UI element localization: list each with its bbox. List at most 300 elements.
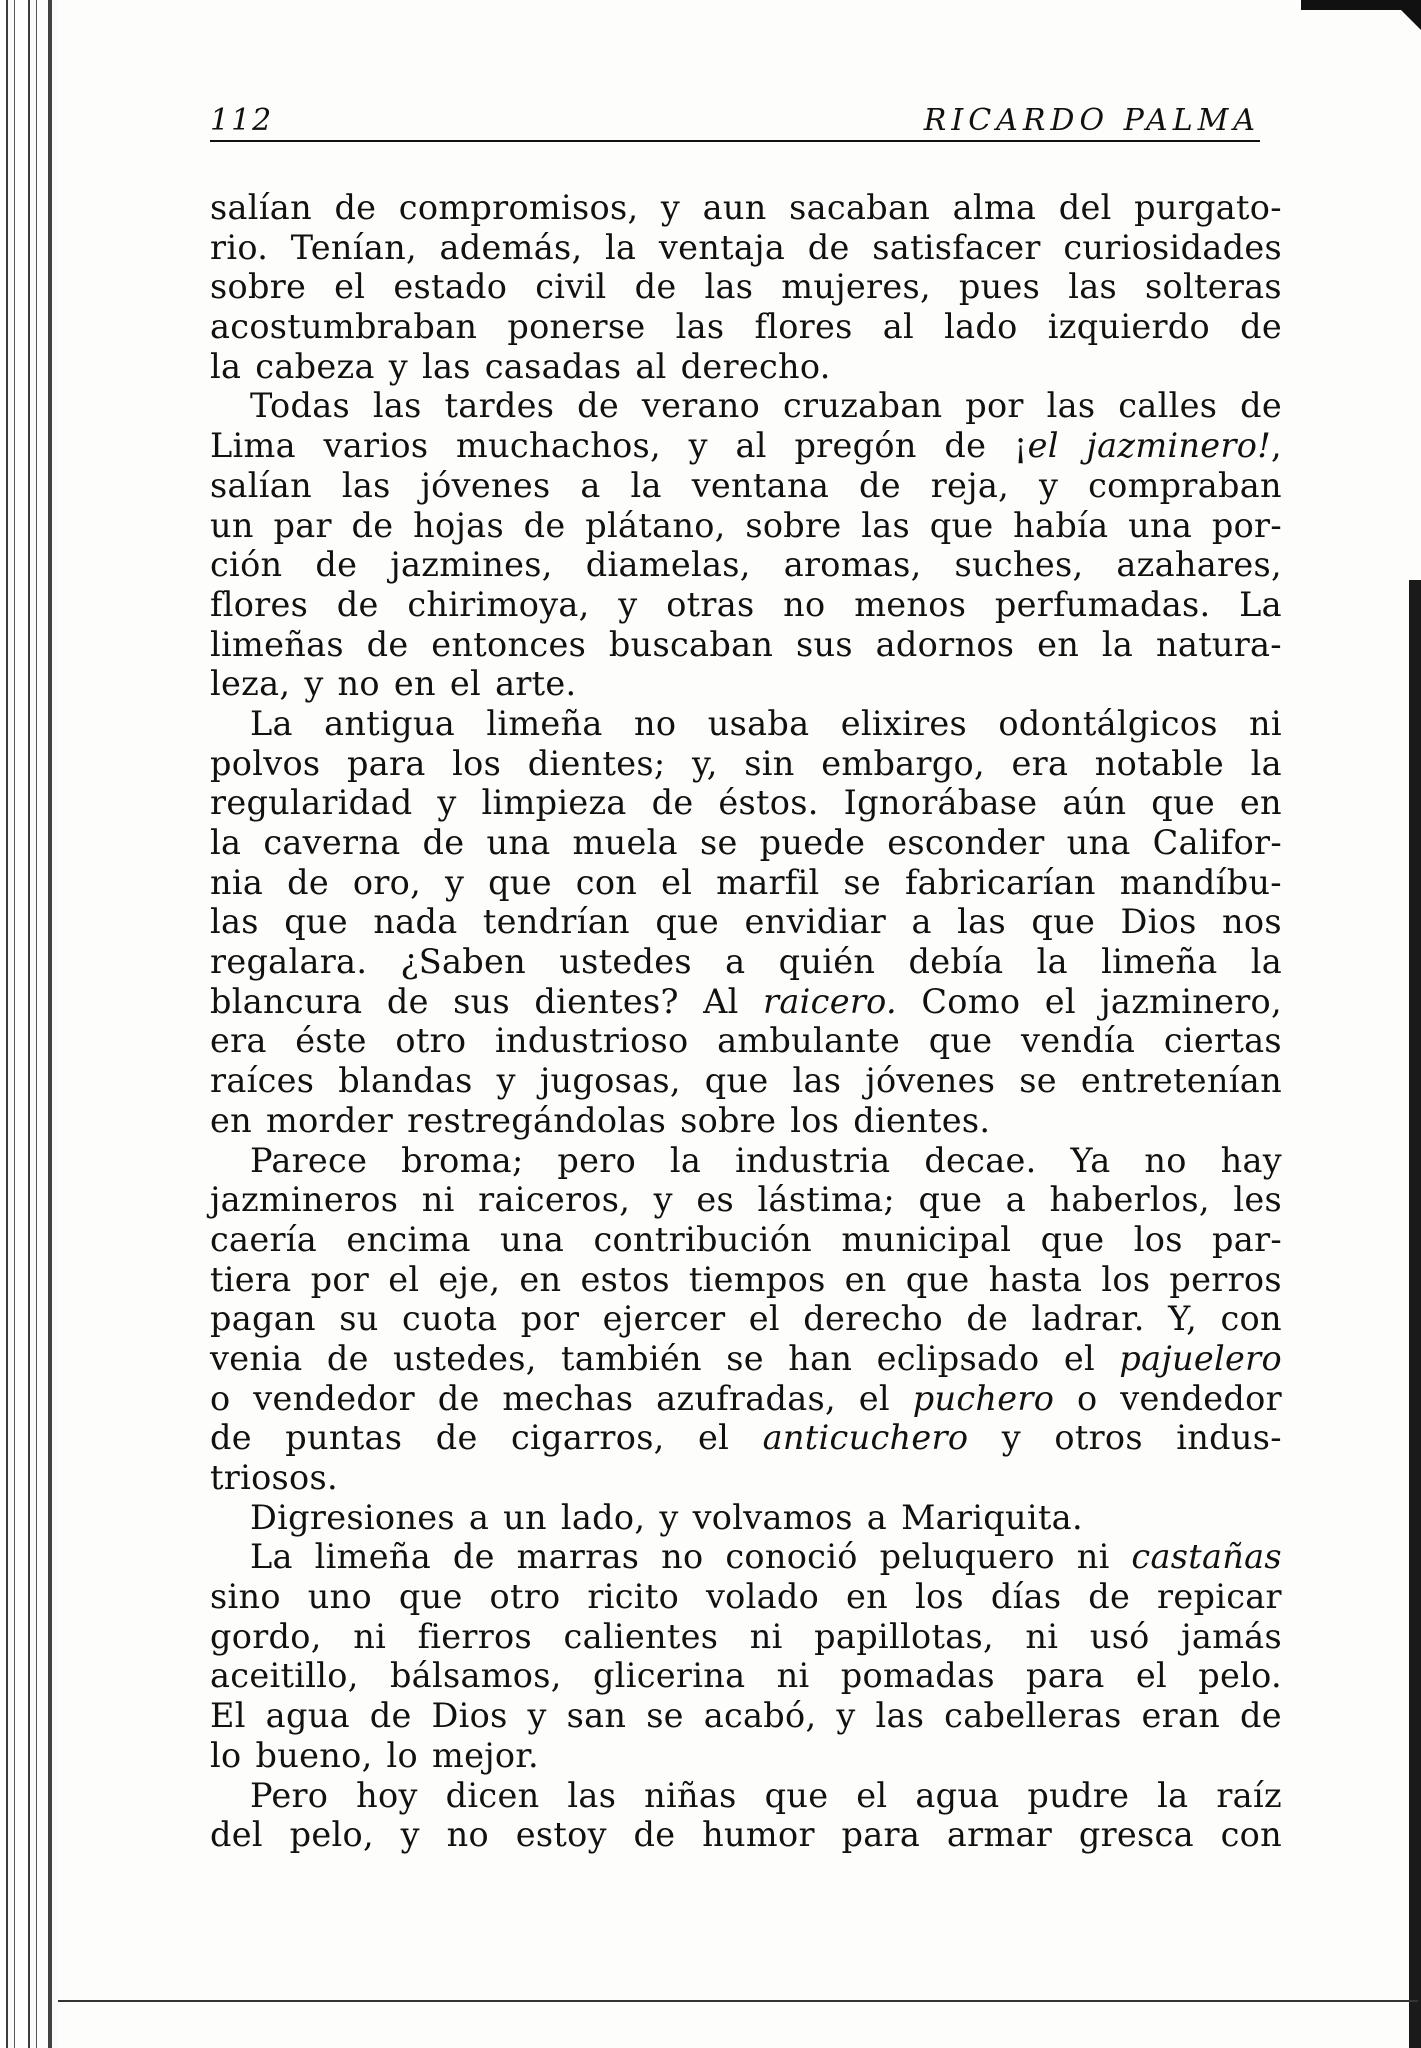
word: de — [523, 505, 566, 545]
word: caverna — [263, 823, 401, 862]
word: bueno, — [255, 1735, 373, 1775]
word: al — [635, 346, 667, 386]
word: una — [500, 1219, 565, 1259]
word: pagan — [210, 1299, 316, 1339]
text-line — [210, 1339, 1282, 1379]
word: jugosas, — [539, 1061, 681, 1101]
word: en — [846, 1577, 889, 1617]
word: es — [696, 1180, 735, 1220]
word: por — [310, 1259, 370, 1299]
word: Ignorábase — [843, 783, 1038, 823]
word: Y, — [1168, 1299, 1198, 1339]
word: los — [914, 1577, 964, 1617]
word: les — [1233, 1180, 1282, 1220]
word: pajuelero — [1119, 1338, 1282, 1378]
word: las — [957, 902, 1006, 942]
word: ustedes — [559, 942, 692, 982]
word: eje, — [438, 1259, 501, 1299]
word: gresca — [1078, 1815, 1194, 1855]
text-line — [210, 744, 1282, 784]
word: que — [918, 1180, 983, 1220]
text-line — [210, 902, 1282, 942]
word: ni — [421, 1180, 455, 1220]
word: las — [1046, 386, 1096, 426]
word: una — [486, 823, 551, 862]
word: jóvenes — [420, 465, 551, 505]
word: caería — [210, 1219, 318, 1259]
word: dientes? — [534, 981, 679, 1021]
text-line — [210, 1577, 1282, 1617]
word: al — [882, 307, 915, 347]
word: no — [661, 1537, 704, 1577]
word: leza, — [210, 664, 291, 704]
text-line — [210, 347, 1282, 387]
word: ricito — [587, 1577, 680, 1617]
word: El — [210, 1696, 246, 1736]
word: de — [1239, 1696, 1282, 1736]
word: de — [334, 188, 377, 227]
word: jóvenes — [865, 1061, 996, 1101]
text-line — [210, 1656, 1282, 1696]
text-line — [210, 1418, 1282, 1458]
word: para — [841, 1815, 921, 1855]
word: que — [928, 1021, 993, 1061]
word: entretenían — [1080, 1061, 1282, 1101]
word: glicerina — [592, 1656, 746, 1696]
word: de — [386, 981, 429, 1021]
word: Digresiones — [250, 1497, 455, 1537]
word: Lima — [210, 426, 296, 466]
text-line — [210, 942, 1282, 982]
word: ladrar. — [1031, 1299, 1145, 1339]
word: otros — [1054, 1418, 1143, 1458]
word: dientes; — [527, 743, 666, 783]
word: menos — [854, 584, 967, 624]
word: con — [575, 862, 638, 902]
word: se — [646, 1696, 684, 1736]
word: la — [630, 465, 662, 505]
word: flores — [210, 584, 309, 624]
word: y — [659, 1497, 679, 1537]
word: a — [866, 1497, 888, 1537]
text-line — [210, 1458, 1282, 1498]
word: a — [580, 465, 601, 505]
word: o — [1077, 1378, 1098, 1418]
word: las — [875, 1696, 925, 1736]
word: de — [1088, 1577, 1131, 1617]
word: el — [748, 1299, 780, 1339]
word: se — [726, 1338, 764, 1378]
word: tardes — [444, 386, 555, 426]
word: lado, — [560, 1497, 646, 1537]
word: pelo, — [289, 1815, 374, 1855]
text-line — [210, 386, 1282, 426]
word: el — [698, 1418, 730, 1458]
word: hay — [1220, 1140, 1282, 1180]
word: sobre — [680, 1100, 777, 1140]
word: ni — [1249, 703, 1282, 743]
word: las — [675, 307, 725, 347]
word: vendedor — [1120, 1378, 1282, 1418]
word: las — [421, 346, 471, 386]
word: los — [1101, 1259, 1151, 1299]
word: de — [1240, 386, 1282, 426]
word: y — [836, 1696, 856, 1736]
word: restregándolas — [407, 1100, 667, 1140]
word: flores — [754, 307, 853, 347]
word: se — [843, 862, 882, 902]
word: elixires — [840, 703, 967, 743]
word: peluquero — [879, 1537, 1055, 1577]
word: volvamos — [692, 1497, 853, 1537]
word: los — [452, 743, 502, 783]
word: una — [1066, 823, 1131, 862]
word: ustedes, — [393, 1338, 537, 1378]
word: ni — [776, 1656, 810, 1696]
word: vendedor — [253, 1378, 415, 1418]
text-line — [210, 1498, 1282, 1538]
word: Todas — [250, 386, 351, 426]
word: no — [337, 664, 380, 704]
word: bálsamos, — [389, 1656, 562, 1696]
text-line — [210, 1537, 1282, 1577]
word: diamelas, — [585, 545, 751, 585]
text-line — [210, 1617, 1282, 1657]
word: varios — [323, 426, 429, 466]
word: azahares, — [1116, 545, 1282, 585]
word: Parece — [250, 1140, 368, 1180]
text-line — [210, 863, 1282, 903]
word: satisfacer — [872, 227, 1041, 267]
word: de — [633, 1815, 676, 1855]
word: Como — [921, 981, 1021, 1021]
word: y — [688, 426, 708, 466]
word: con — [1220, 1299, 1282, 1339]
word: derecho — [803, 1299, 943, 1339]
word: las — [704, 267, 754, 307]
word: no — [634, 703, 677, 743]
word: a — [725, 942, 746, 982]
word: eclipsado — [876, 1338, 1040, 1378]
word: los — [1133, 1219, 1183, 1259]
word: notable — [1094, 743, 1225, 783]
word: verano — [641, 386, 761, 426]
word: días — [990, 1577, 1062, 1617]
word: de — [366, 624, 409, 664]
word: las — [792, 1061, 842, 1101]
word: agua — [915, 1775, 1000, 1815]
word: Dios — [1120, 902, 1197, 942]
word: haberlos, — [1049, 1180, 1210, 1220]
word: casadas — [484, 346, 622, 386]
word: polvos — [210, 743, 321, 783]
word: embargo, — [821, 743, 985, 783]
word: puchero — [912, 1378, 1055, 1418]
word: que — [905, 1259, 970, 1299]
word: jamás — [1181, 1616, 1282, 1656]
word: su — [339, 1299, 379, 1339]
word: morder — [266, 1100, 394, 1140]
word: estoy — [515, 1815, 607, 1855]
word: la — [210, 346, 242, 386]
word: que — [398, 1577, 463, 1617]
word: pregón — [794, 426, 917, 466]
word: raíces — [210, 1061, 315, 1101]
word: sus — [796, 624, 853, 664]
word: fierros — [417, 1616, 533, 1656]
word: cuota — [401, 1299, 498, 1339]
word: de — [966, 1299, 1009, 1339]
scan-right-edge — [1409, 580, 1421, 2048]
word: repicar — [1157, 1577, 1282, 1617]
word: y — [653, 1180, 673, 1220]
word: una — [1128, 505, 1193, 545]
word: nos — [1222, 902, 1282, 942]
word: La — [1239, 584, 1282, 624]
word: adornos — [875, 624, 1015, 664]
word: las — [861, 505, 910, 545]
word: hasta — [988, 1259, 1083, 1299]
word: nia — [210, 862, 264, 902]
word: par — [273, 505, 332, 545]
word: rio. — [210, 227, 269, 267]
word: el — [858, 1378, 890, 1418]
text-line — [210, 1696, 1282, 1736]
word: éste — [295, 1021, 367, 1061]
word: dicen — [445, 1775, 540, 1815]
word: cigarros, — [511, 1418, 665, 1458]
word: plátano, — [585, 505, 726, 545]
word: lo — [210, 1735, 242, 1775]
word: perros — [1169, 1259, 1282, 1299]
word: usaba — [707, 703, 810, 743]
word: indus- — [1176, 1418, 1282, 1458]
word: pomadas — [840, 1656, 995, 1696]
word: y — [444, 862, 465, 902]
word: civil — [535, 267, 607, 307]
word: industria — [735, 1140, 891, 1180]
word: muchachos, — [455, 426, 661, 466]
word: buscaban — [608, 624, 774, 664]
word: lo — [386, 1735, 419, 1775]
word: contribución — [593, 1219, 813, 1259]
word: armar — [946, 1815, 1053, 1855]
text-line — [210, 1180, 1282, 1220]
word: compromisos, — [398, 188, 639, 227]
word: el — [1063, 1338, 1095, 1378]
word: no — [446, 1815, 489, 1855]
word: el — [661, 862, 693, 902]
text-line — [210, 1101, 1282, 1141]
word: natura- — [1155, 624, 1282, 664]
word: jazmineros — [210, 1180, 399, 1220]
word: curiosidades — [1063, 227, 1282, 267]
word: raiceros, — [478, 1180, 631, 1220]
word: municipal — [841, 1219, 1012, 1259]
word: marfil — [716, 862, 820, 902]
word: pero — [557, 1140, 637, 1180]
word: volado — [705, 1577, 820, 1617]
word: que — [284, 902, 348, 942]
word: limeña — [314, 1537, 432, 1577]
word: de — [435, 1418, 478, 1458]
word: las — [372, 386, 422, 426]
word: un — [503, 1497, 547, 1537]
word: acostumbraban — [210, 307, 478, 347]
word: uno — [307, 1577, 372, 1617]
word: para — [1026, 1656, 1105, 1696]
word: al — [735, 426, 767, 466]
word: antigua — [324, 703, 455, 743]
word: de — [858, 465, 901, 505]
word: par- — [1212, 1219, 1282, 1259]
word: calles — [1118, 386, 1218, 426]
word: salían — [210, 465, 312, 505]
word: acabó, — [703, 1696, 817, 1736]
word: de — [651, 783, 694, 823]
word: de — [634, 267, 677, 307]
word: de — [944, 426, 987, 466]
text-line — [210, 545, 1282, 585]
word: debía — [908, 942, 1004, 982]
text-line — [210, 188, 1282, 228]
text-line — [210, 625, 1282, 665]
word: izquierdo — [1047, 307, 1211, 347]
page-number: 112 — [210, 103, 274, 138]
word: ción — [210, 545, 283, 585]
word: lástima; — [757, 1180, 896, 1220]
word: y — [527, 1696, 547, 1736]
word: pues — [958, 267, 1041, 307]
word: envidiar — [744, 902, 887, 942]
word: oro, — [352, 862, 422, 902]
word: la — [1157, 1775, 1189, 1815]
text-line — [210, 506, 1282, 546]
word: y — [660, 188, 681, 227]
text-line — [210, 704, 1282, 744]
word: ejercer — [602, 1299, 726, 1339]
word: eran — [1141, 1696, 1221, 1736]
text-line — [210, 1260, 1282, 1300]
word: la — [605, 227, 637, 267]
text-line — [210, 783, 1282, 823]
word: el — [334, 267, 366, 307]
word: a — [1005, 1180, 1027, 1220]
running-header — [210, 100, 1260, 142]
word: la — [1101, 624, 1134, 664]
word: azufradas, — [656, 1378, 836, 1418]
word: hojas — [413, 505, 504, 545]
word: las — [341, 465, 391, 505]
word: mujeres, — [781, 267, 931, 307]
word: de — [287, 862, 329, 902]
word: tiempos — [688, 1259, 826, 1299]
word: la — [669, 1140, 702, 1180]
text-line — [210, 1061, 1282, 1101]
word: industrioso — [494, 1021, 689, 1061]
word: por — [965, 386, 1024, 426]
word: puntas — [285, 1418, 403, 1458]
word: fabricarían — [904, 862, 1096, 902]
word: el — [449, 664, 482, 704]
word: ambulante — [717, 1021, 901, 1061]
word: de — [807, 227, 850, 267]
word: marras — [516, 1537, 640, 1577]
word: que — [704, 1061, 769, 1101]
text-line — [210, 1815, 1282, 1855]
word: cabelleras — [944, 1696, 1122, 1736]
word: aun — [702, 188, 767, 227]
word: jazminero, — [1100, 981, 1282, 1021]
word: la — [1250, 743, 1282, 783]
word: y — [400, 1815, 420, 1855]
word: y — [1001, 1418, 1021, 1458]
word: papillotas, — [814, 1616, 994, 1656]
word: aceitillo, — [210, 1656, 359, 1696]
word: odontálgicos — [998, 703, 1218, 743]
word: niñas — [644, 1775, 737, 1815]
word: sus — [453, 981, 510, 1021]
word: la — [1036, 942, 1068, 982]
word: las — [1068, 267, 1117, 307]
word: salían — [210, 188, 312, 227]
word: reja, — [930, 465, 1010, 505]
word: en — [1239, 783, 1282, 823]
word: del — [1058, 188, 1112, 227]
word: estos — [580, 1259, 670, 1299]
word: humor — [702, 1815, 815, 1855]
word: Tenían, — [290, 227, 417, 267]
word: ponerse — [507, 307, 646, 347]
word: La — [250, 1537, 293, 1577]
word: los — [790, 1100, 840, 1140]
word: ni — [353, 1616, 387, 1656]
text-line — [210, 1776, 1282, 1816]
word: broma; — [401, 1140, 524, 1180]
word: en — [844, 1259, 887, 1299]
word: ni — [1076, 1537, 1110, 1577]
word: san — [566, 1696, 627, 1736]
word: blancura — [210, 981, 363, 1021]
word: y — [304, 664, 324, 704]
text-line — [210, 426, 1282, 466]
word: de — [437, 1378, 480, 1418]
word: mandíbu- — [1119, 862, 1282, 902]
word: Califor- — [1152, 823, 1282, 862]
word: el — [1135, 1656, 1168, 1696]
word: no — [1144, 1140, 1187, 1180]
word: aún — [1062, 783, 1127, 823]
word: Mariquita. — [901, 1497, 1083, 1537]
word: raicero. — [763, 981, 897, 1021]
word: usó — [1089, 1616, 1150, 1656]
word: que — [1031, 902, 1096, 942]
word: agua — [265, 1696, 350, 1736]
word: regalara. — [210, 942, 368, 982]
word: en — [519, 1259, 562, 1299]
word: entonces — [431, 624, 587, 664]
word: el — [388, 1259, 420, 1299]
word: de — [210, 1418, 252, 1458]
word: un — [210, 505, 254, 545]
word: era — [1011, 743, 1069, 783]
word: que — [1151, 783, 1216, 823]
word: compraban — [1088, 465, 1282, 505]
word: calientes — [563, 1616, 719, 1656]
word: conoció — [725, 1537, 858, 1577]
word: éstos. — [718, 783, 819, 823]
word: aromas, — [783, 545, 922, 585]
